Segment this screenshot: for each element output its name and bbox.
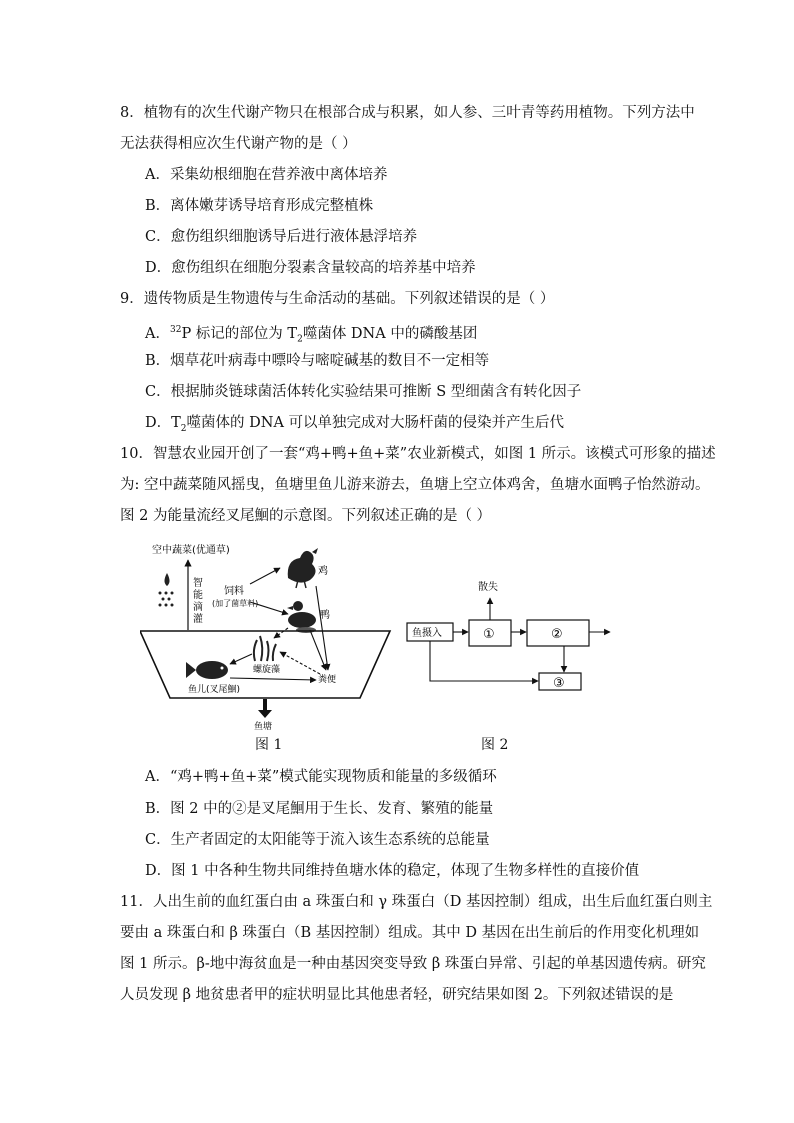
q11-line3: 图 1 所示。β-地中海贫血是一种由基因突变导致 β 珠蛋白异常、引起的单基因遗传病。研究 — [120, 956, 706, 972]
figure-2 — [407, 580, 610, 691]
q10-stem-line2: 为: 空中蔬菜随风摇曳，鱼塘里鱼儿游来游去，鱼塘上空立体鸡舍，鱼塘水面鸭子怡然游动。 — [120, 477, 710, 493]
fig1-caption: 图 1 — [255, 737, 283, 753]
arrow-feed-to-chicken — [250, 568, 280, 584]
label-intake: 鱼摄入 — [412, 628, 442, 639]
label-irrigation-2: 能 — [193, 590, 203, 601]
label-feed-note: (加了菌草料) — [212, 599, 259, 608]
q8-option-b: B．离体嫩芽诱导培育形成完整植株 — [145, 198, 374, 214]
q11-line1: 11．人出生前的血红蛋白由 a 珠蛋白和 γ 珠蛋白（D 基因控制）组成，出生后血红蛋白则主 — [120, 894, 713, 910]
label-loss: 散失 — [478, 582, 498, 593]
arrow-intake-to-3 — [430, 641, 538, 681]
label-box2: ② — [551, 627, 563, 642]
q10-stem-line1: 10．智慧农业园开创了一套“鸡+鸭+鱼+菜”农业新模式，如图 1 所示。该模式可形象的描述 — [120, 446, 716, 462]
q10-figures — [140, 538, 620, 756]
label-pond: 鱼塘 — [254, 722, 273, 732]
q10-option-a: A．“鸡+鸭+鱼+菜”模式能实现物质和能量的多级循环 — [145, 769, 497, 785]
q8-stem-line2: 无法获得相应次生代谢产物的是（ ） — [120, 136, 357, 152]
label-duck: 鸭 — [320, 610, 330, 621]
label-irrigation-1: 智 — [193, 578, 203, 589]
q10-option-c: C．生产者固定的太阳能等于流入该生态系统的总能量 — [145, 832, 490, 848]
q9-option-a-sup: 32 — [169, 325, 182, 335]
q11-line4: 人员发现 β 地贫患者甲的症状明显比其他患者轻，研究结果如图 2。下列叙述错误的是 — [120, 987, 674, 1003]
label-manure: 粪便 — [318, 675, 337, 685]
label-vegetable: 空中蔬菜(优通草) — [152, 545, 230, 556]
q10-option-d: D．图 1 中各种生物共同维持鱼塘水体的稳定，体现了生物多样性的直接价值 — [145, 863, 640, 879]
q9-option-a — [145, 320, 477, 350]
q9-option-a-sub: 2 — [297, 334, 303, 345]
q8-option-c: C．愈伤组织细胞诱导后进行液体悬浮培养 — [145, 229, 418, 245]
q9-option-d-rest: 噬菌体的 DNA 可以单独完成对大肠杆菌的侵染并产生后代 — [186, 415, 565, 431]
arrow-chicken-to-manure — [316, 586, 328, 670]
q9-option-a-mid: P 标记的部位为 T — [181, 325, 298, 342]
fish-icon — [186, 661, 228, 679]
q9-option-d-prefix: D．T — [145, 415, 181, 431]
q9-option-a-prefix: A． — [145, 325, 170, 342]
arrow-fish-to-manure — [230, 678, 316, 680]
label-feed: 饲料 — [224, 586, 244, 597]
q9-option-d-sub: 2 — [180, 423, 187, 434]
label-fish: 鱼儿(叉尾鮰) — [188, 685, 241, 695]
label-box3: ③ — [553, 676, 565, 691]
q9-option-b: B．烟草花叶病毒中嘌呤与嘧啶碱基的数目不一定相等 — [145, 353, 490, 369]
arrow-feed-to-duck — [250, 602, 288, 614]
label-box1: ① — [483, 627, 495, 642]
arrow-duck-to-algae — [274, 628, 288, 638]
label-irrigation-3: 滴 — [193, 602, 203, 613]
arrow-algae-to-fish — [230, 654, 252, 664]
q8-option-d: D．愈伤组织在细胞分裂素含量较高的培养基中培养 — [145, 260, 476, 276]
label-algae: 螺旋藻 — [253, 665, 281, 675]
drip-icon — [159, 573, 174, 607]
duck-icon — [287, 601, 316, 633]
q10-stem-line3: 图 2 为能量流经叉尾鮰的示意图。下列叙述正确的是（ ） — [120, 508, 492, 524]
q8-option-a: A．采集幼根细胞在营养液中离体培养 — [145, 167, 388, 183]
fig2-caption: 图 2 — [481, 737, 509, 753]
chicken-icon — [288, 548, 318, 588]
q10-option-b: B．图 2 中的②是叉尾鮰用于生长、发育、繁殖的能量 — [145, 801, 494, 817]
q9-option-d — [145, 413, 564, 439]
figure-1 — [140, 543, 390, 732]
q9-option-a-rest: 噬菌体 DNA 中的磷酸基团 — [302, 325, 478, 342]
q11-line2: 要由 a 珠蛋白和 β 珠蛋白（B 基因控制）组成。其中 D 基因在出生前后的作用变化机理如 — [120, 925, 700, 941]
q8-stem-line1: 8．植物有的次生代谢产物只在根部合成与积累，如人参、三叶青等药用植物。下列方法中 — [120, 105, 695, 121]
q9-stem: 9．遗传物质是生物遗传与生命活动的基础。下列叙述错误的是（ ） — [120, 291, 555, 307]
label-chicken: 鸡 — [318, 566, 328, 577]
arrow-manure-to-algae — [280, 652, 320, 674]
q9-option-c: C．根据肺炎链球菌活体转化实验结果可推断 S 型细菌含有转化因子 — [145, 384, 582, 400]
label-irrigation-4: 灌 — [193, 614, 203, 625]
algae-icon — [254, 636, 276, 661]
